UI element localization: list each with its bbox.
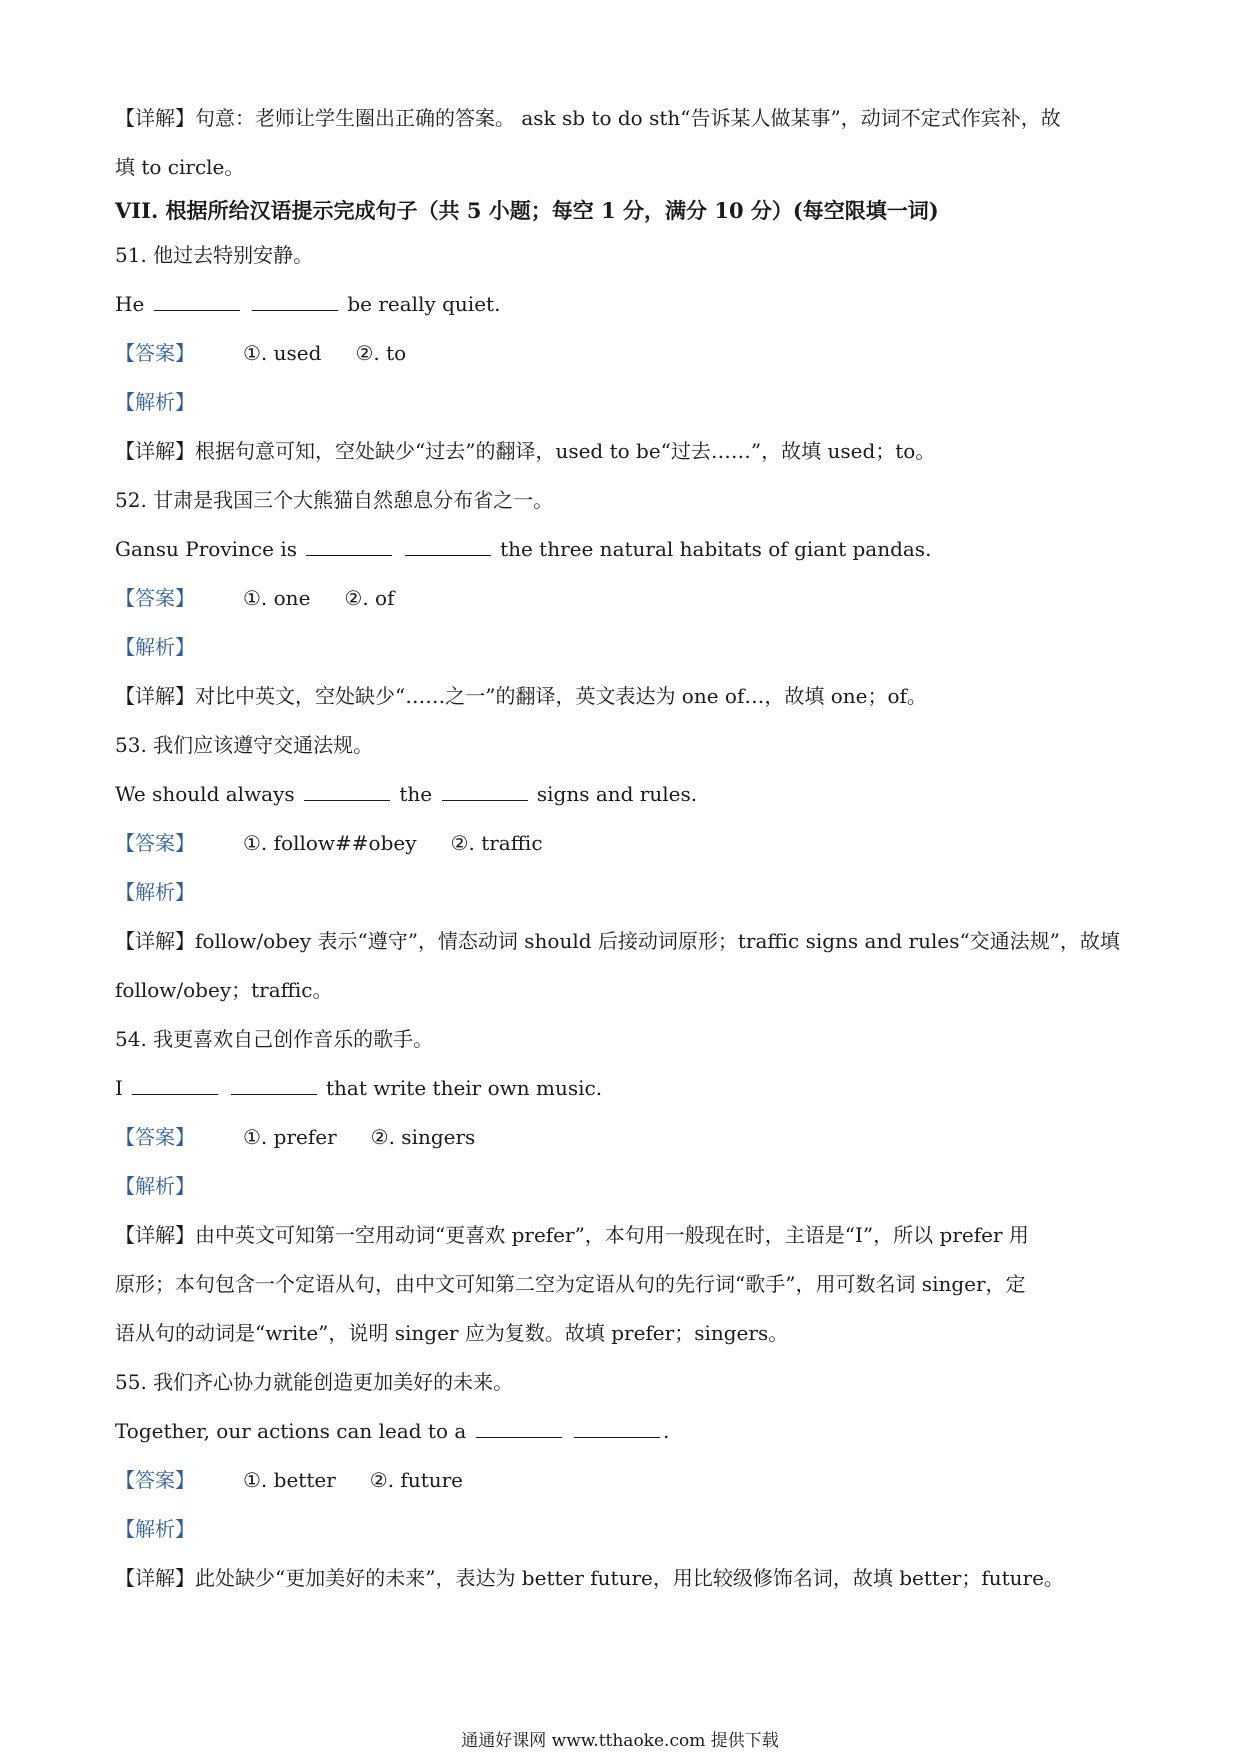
q53-blank-2[interactable] — [442, 782, 528, 801]
q54-answer-1: ①. prefer — [243, 1125, 337, 1149]
answer-label: 【答案】 — [115, 341, 195, 365]
q51-answer-2: ②. to — [355, 341, 407, 365]
question-52-cn: 52. 甘肃是我国三个大熊猫自然憩息分布省之一。 — [115, 488, 554, 512]
question-53-analysis-label: 【解析】 — [115, 880, 195, 904]
question-54-detail-3: 语从句的动词是“write”，说明 singer 应为复数。故填 prefer；singers。 — [115, 1321, 789, 1345]
question-51-cn: 51. 他过去特别安静。 — [115, 243, 314, 267]
q52-en-before: Gansu Province is — [115, 537, 297, 561]
q53-en-mid: the — [399, 782, 433, 806]
question-53-en — [115, 780, 1125, 808]
question-51-analysis-label: 【解析】 — [115, 390, 195, 414]
q53-en-before: We should always — [115, 782, 295, 806]
question-53-detail-2: follow/obey；traffic。 — [115, 978, 333, 1002]
question-53-detail-1: 【详解】follow/obey 表示“遵守”，情态动词 should 后接动词原形；traffic signs and rules“交通法规”，故填 — [115, 929, 1120, 953]
question-53-answer — [115, 829, 1125, 857]
q55-blank-1[interactable] — [476, 1419, 562, 1438]
q51-en-before: He — [115, 292, 145, 316]
question-54-answer — [115, 1123, 1125, 1151]
q55-en-after: . — [663, 1419, 670, 1443]
answer-label: 【答案】 — [115, 831, 195, 855]
answer-label: 【答案】 — [115, 586, 195, 610]
question-52-answer — [115, 584, 1125, 612]
q53-answer-1: ①. follow##obey — [243, 831, 417, 855]
page-footer: 通通好课网 www.tthaoke.com 提供下载 — [461, 1731, 779, 1751]
question-55-analysis-label: 【解析】 — [115, 1517, 195, 1541]
q51-blank-2[interactable] — [252, 292, 338, 311]
section-heading: VII. 根据所给汉语提示完成句子（共 5 小题；每空 1 分，满分 10 分）(每空限填一词) — [115, 198, 939, 223]
question-55-en — [115, 1417, 1125, 1445]
q54-answer-2: ②. singers — [370, 1125, 476, 1149]
question-51-answer — [115, 339, 1125, 367]
question-52-detail: 【详解】对比中英文，空处缺少“……之一”的翻译，英文表达为 one of…，故填 one；of。 — [115, 684, 927, 708]
question-54-en — [115, 1074, 1125, 1102]
q52-blank-2[interactable] — [405, 537, 491, 556]
question-55-cn: 55. 我们齐心协力就能创造更加美好的未来。 — [115, 1370, 514, 1394]
intro-detail-line-1: 【详解】句意：老师让学生圈出正确的答案。 ask sb to do sth“告诉某人做某事”，动词不定式作宾补，故 — [115, 106, 1061, 130]
q54-en-after: that write their own music. — [325, 1076, 603, 1100]
question-54-cn: 54. 我更喜欢自己创作音乐的歌手。 — [115, 1027, 434, 1051]
q55-answer-1: ①. better — [243, 1468, 336, 1492]
answer-label: 【答案】 — [115, 1125, 195, 1149]
question-51-en — [115, 290, 1125, 318]
answer-label: 【答案】 — [115, 1468, 195, 1492]
question-55-detail: 【详解】此处缺少“更加美好的未来”，表达为 better future，用比较级修饰名词，故填 better；future。 — [115, 1566, 1064, 1590]
q52-en-after: the three natural habitats of giant pandas. — [500, 537, 932, 561]
question-51-detail: 【详解】根据句意可知，空处缺少“过去”的翻译，used to be“过去……”，故填 used；to。 — [115, 439, 936, 463]
q53-blank-1[interactable] — [304, 782, 390, 801]
q55-answer-2: ②. future — [369, 1468, 464, 1492]
intro-detail-line-2: 填 to circle。 — [115, 155, 245, 179]
question-53-cn: 53. 我们应该遵守交通法规。 — [115, 733, 374, 757]
q52-answer-1: ①. one — [243, 586, 311, 610]
q51-en-after: be really quiet. — [347, 292, 501, 316]
question-52-en — [115, 535, 1125, 563]
q51-blank-1[interactable] — [154, 292, 240, 311]
question-55-answer — [115, 1466, 1125, 1494]
q53-answer-2: ②. traffic — [450, 831, 543, 855]
q55-en-before: Together, our actions can lead to a — [115, 1419, 467, 1443]
q54-blank-1[interactable] — [132, 1076, 218, 1095]
question-54-detail-1: 【详解】由中英文可知第一空用动词“更喜欢 prefer”，本句用一般现在时，主语是“I”，所以 prefer 用 — [115, 1223, 1029, 1247]
question-54-detail-2: 原形；本句包含一个定语从句，由中文可知第二空为定语从句的先行词“歌手”，用可数名词 singer，定 — [115, 1272, 1026, 1296]
q55-blank-2[interactable] — [574, 1419, 660, 1438]
question-52-analysis-label: 【解析】 — [115, 635, 195, 659]
q54-en-before: I — [115, 1076, 123, 1100]
question-54-analysis-label: 【解析】 — [115, 1174, 195, 1198]
q54-blank-2[interactable] — [231, 1076, 317, 1095]
q52-answer-2: ②. of — [344, 586, 395, 610]
q51-answer-1: ①. used — [243, 341, 322, 365]
q52-blank-1[interactable] — [306, 537, 392, 556]
q53-en-after: signs and rules. — [536, 782, 698, 806]
